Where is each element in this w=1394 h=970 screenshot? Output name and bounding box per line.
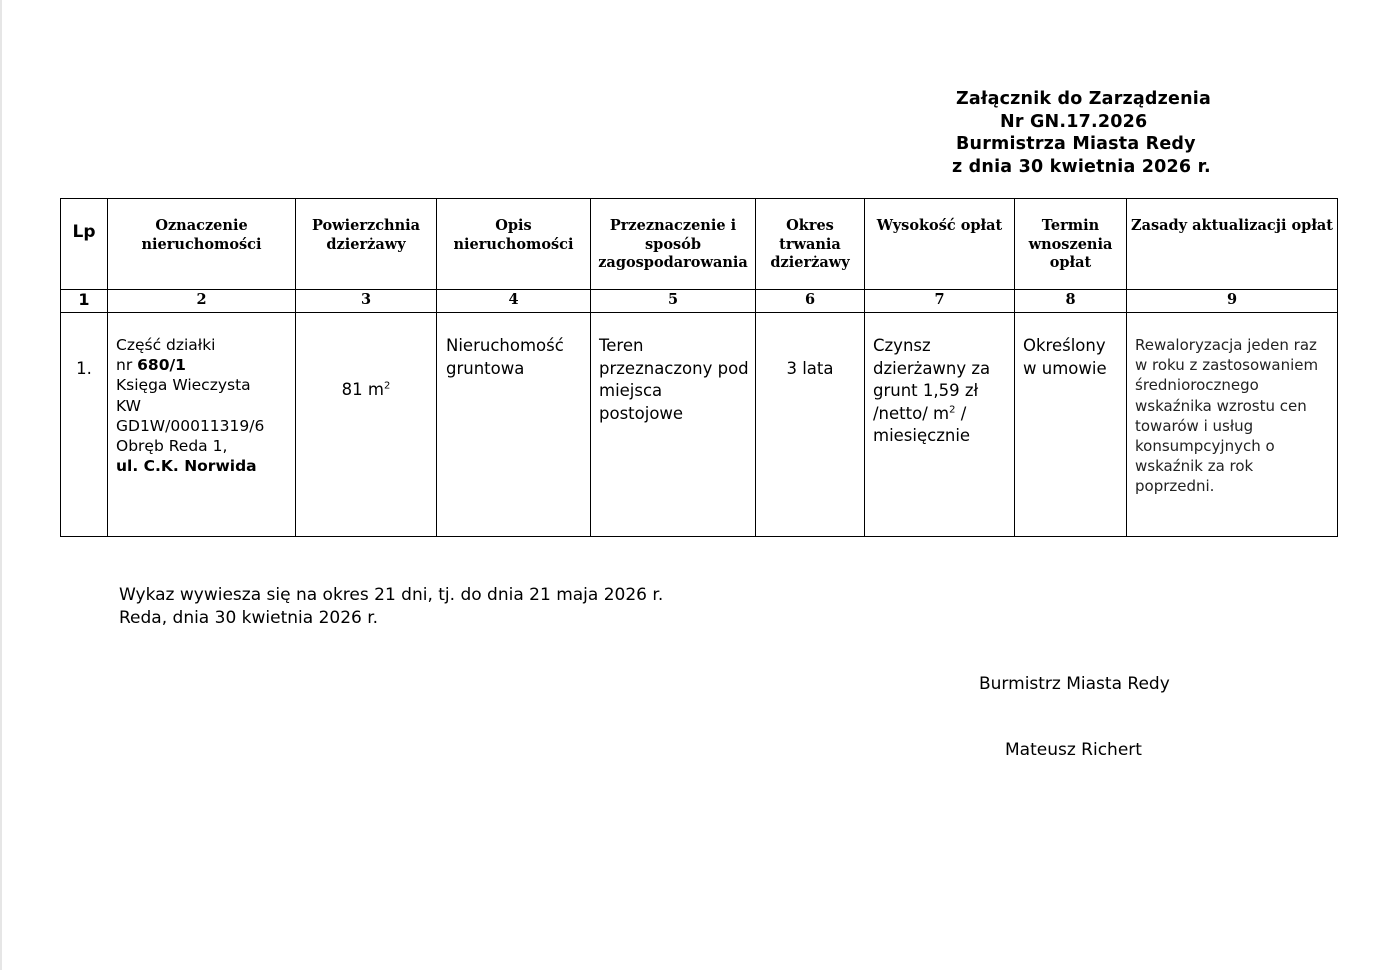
header-line-3: Burmistrza Miasta Redy: [956, 134, 1196, 154]
lease-table: [60, 198, 1338, 537]
table-header-row: [61, 199, 1338, 290]
cell-wysokosc: [865, 313, 1015, 537]
header-line-4: z dnia 30 kwietnia 2026 r.: [952, 156, 1211, 177]
plot-part-label: Część działki: [116, 336, 216, 354]
posting-period: Wykaz wywiesza się na okres 21 dni, tj. do dnia 21 maja 2026 r.: [119, 585, 664, 605]
header-okres: Okres trwania dzierżawy: [756, 199, 865, 290]
header-zasady: Zasady aktualizacji opłat: [1127, 199, 1338, 290]
cell-lp: 1.: [61, 313, 108, 537]
rent-period: / miesięcznie: [873, 403, 971, 445]
cell-okres: 3 lata: [756, 313, 865, 537]
plot-number: 680/1: [137, 356, 186, 375]
column-number: 1: [61, 290, 108, 313]
column-number: 6: [756, 290, 865, 313]
rent-text: Czynsz dzierżawny za grunt 1,59 zł /netto/ m: [873, 336, 991, 423]
header-powierzchnia: Powierzchnia dzierżawy: [296, 199, 437, 290]
rent-unit-exponent: 2: [949, 404, 956, 415]
document-header: [940, 88, 1240, 178]
land-register-kw: KW: [116, 396, 141, 415]
area-value: 81 m: [341, 380, 384, 399]
header-termin: Termin wnoszenia opłat: [1015, 199, 1127, 290]
cell-przeznaczenie: Teren przeznaczony pod miejsca postojowe: [591, 313, 756, 537]
header-line-2: Nr GN.17.2026: [1000, 111, 1148, 132]
column-number: 7: [865, 290, 1015, 313]
signatory-name: Mateusz Richert: [1005, 740, 1142, 760]
land-register-number: GD1W/00011319/6: [116, 416, 265, 435]
street-name: ul. C.K. Norwida: [116, 457, 257, 476]
column-number: 4: [437, 290, 591, 313]
column-number: 9: [1127, 290, 1338, 313]
column-number: 3: [296, 290, 437, 313]
area-unit-exponent: 2: [383, 380, 391, 392]
place-date: Reda, dnia 30 kwietnia 2026 r.: [119, 607, 379, 628]
header-lp: Lp: [61, 199, 108, 290]
page-edge: [0, 0, 2, 970]
column-number: 8: [1015, 290, 1127, 313]
plot-number-prefix: nr: [116, 356, 138, 375]
cell-zasady: Rewaloryzacja jeden raz w roku z zastosowaniem średniorocznego wskaźnika wzrostu cen towarów i usług konsumpcyjnych o wskaźnik za rok poprzedni.: [1127, 313, 1338, 537]
column-number: 5: [591, 290, 756, 313]
header-oznaczenie: Oznaczenie nieruchomości: [108, 199, 296, 290]
signatory-title: Burmistrz Miasta Redy: [979, 674, 1170, 694]
header-wysokosc: Wysokość opłat: [865, 199, 1015, 290]
header-przeznaczenie: Przeznaczenie i sposób zagospodarowania: [591, 199, 756, 290]
cell-powierzchnia: [296, 313, 437, 537]
cell-termin: Określony w umowie: [1015, 313, 1127, 537]
header-opis: Opis nieruchomości: [437, 199, 591, 290]
posting-note: [119, 584, 663, 629]
header-line-1: Załącznik do Zarządzenia: [956, 89, 1211, 109]
precinct: Obręb Reda 1,: [116, 437, 228, 456]
cell-opis: Nieruchomość gruntowa: [437, 313, 591, 537]
column-number: 2: [108, 290, 296, 313]
cell-oznaczenie: [108, 313, 296, 537]
plot-number-line: [116, 355, 287, 375]
column-number-row: [61, 290, 1338, 313]
table-row: [61, 313, 1338, 537]
land-register-label: Księga Wieczysta: [116, 376, 251, 395]
